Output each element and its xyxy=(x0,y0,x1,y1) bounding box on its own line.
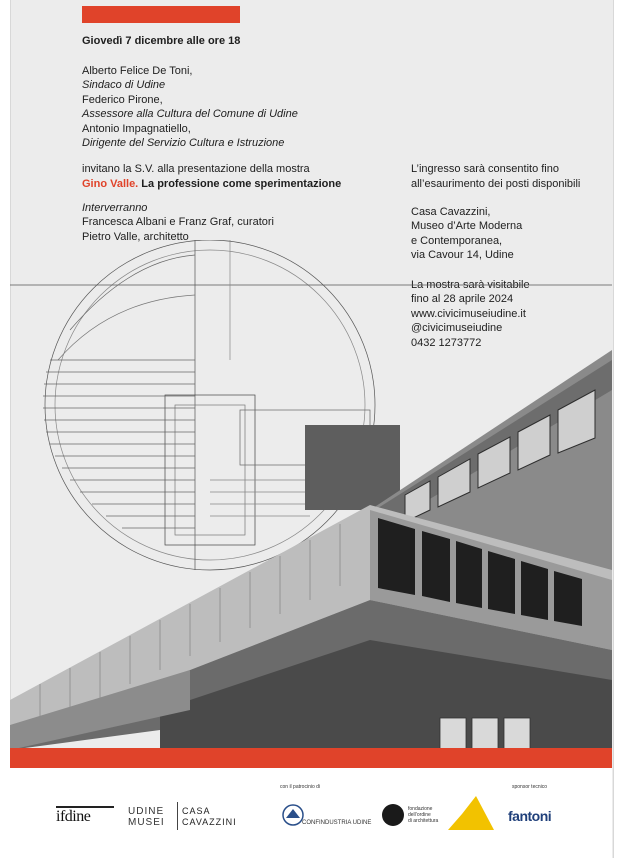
event-date: Giovedì 7 dicembre alle ore 18 xyxy=(82,35,241,47)
exhibition-title-subtitle: La professione come sperimentazione xyxy=(138,178,342,190)
sponsor-label: sponsor tecnico xyxy=(512,784,548,790)
host-name-3: Antonio Impagnatiello, xyxy=(82,123,191,135)
host-name-1: Alberto Felice De Toni, xyxy=(82,65,193,77)
speakers-heading: Interverranno xyxy=(82,202,148,214)
host-role-1: Sindaco di Udine xyxy=(82,79,166,91)
patronage-label: con il patrocinio di xyxy=(280,784,321,790)
city-of-udine-logo: ifdine xyxy=(56,806,114,832)
confindustria-icon xyxy=(282,804,304,826)
visit-line-1: La mostra sarà visitabile xyxy=(411,279,530,291)
exhibition-title xyxy=(82,177,341,191)
architecture-illustration xyxy=(10,240,612,750)
social-handle[interactable]: @civicimuseiudine xyxy=(411,322,503,334)
entry-note-1: L’ingresso sarà consentito fino xyxy=(411,163,559,175)
concrete-block xyxy=(305,425,400,510)
casa-cavazzini-logo: CASA CAVAZZINI xyxy=(182,806,237,827)
entry-note-2: all’esaurimento dei posti disponibili xyxy=(411,178,581,190)
confindustria-label: CONFINDUSTRIA UDINE xyxy=(302,820,372,826)
venue-line-2: Museo d’Arte Moderna xyxy=(411,220,523,232)
host-role-3: Dirigente del Servizio Cultura e Istruzione xyxy=(82,137,285,149)
exhibition-title-name: Gino Valle. xyxy=(82,178,139,190)
host-role-2: Assessore alla Cultura del Comune di Udine xyxy=(82,108,298,120)
university-logo xyxy=(382,804,404,826)
website-link[interactable]: www.civicimuseiudine.it xyxy=(411,308,526,320)
invite-line: invitano la S.V. alla presentazione della mostra xyxy=(82,163,310,175)
speaker-2: Pietro Valle, architetto xyxy=(82,231,189,243)
red-footer-band xyxy=(10,748,612,768)
visit-line-2: fino al 28 aprile 2024 xyxy=(411,293,514,305)
red-header-bar xyxy=(82,6,240,23)
udine-musei-logo: UDINE MUSEI xyxy=(128,806,165,828)
architecture-foundation-label: fondazione dell’ordine di architettura xyxy=(408,806,439,824)
yellow-triangle-logo xyxy=(448,790,494,830)
logo-divider xyxy=(177,802,178,830)
phone-number: 0432 1273772 xyxy=(411,337,482,349)
host-name-2: Federico Pirone, xyxy=(82,94,163,106)
venue-line-4: via Cavour 14, Udine xyxy=(411,249,514,261)
venue-line-3: e Contemporanea, xyxy=(411,235,503,247)
fantoni-logo: fantoni xyxy=(508,808,552,824)
venue-line-1: Casa Cavazzini, xyxy=(411,206,491,218)
speaker-1: Francesca Albani e Franz Graf, curatori xyxy=(82,216,274,228)
logo-footer xyxy=(10,768,612,858)
